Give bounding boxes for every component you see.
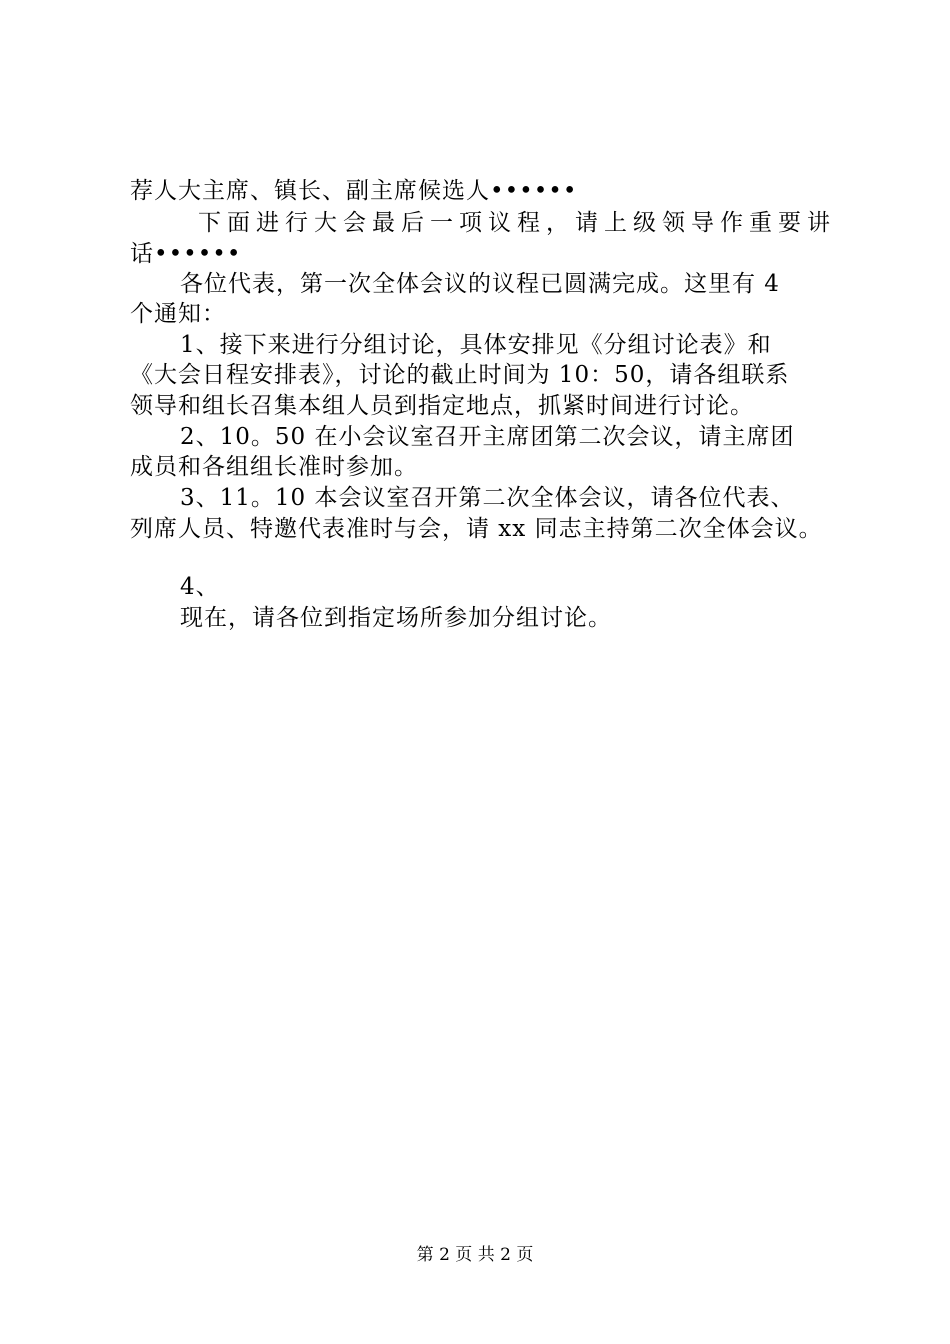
text-line-6: 1、接下来进行分组讨论，具体安排见《分组讨论表》和	[180, 332, 772, 358]
text-line-12: 列席人员、特邀代表准时与会，请 xx 同志主持第二次全体会议。	[130, 516, 823, 542]
text-line-13: 4、	[180, 574, 220, 600]
text-line-8: 领导和组长召集本组人员到指定地点，抓紧时间进行讨论。	[130, 393, 754, 419]
text-line-7: 《大会日程安排表》，讨论的截止时间为 10：50，请各组联系	[130, 362, 790, 388]
text-line-2: 下面进行大会最后一项议程，请上级领导作重要讲	[198, 210, 836, 236]
text-line-9: 2、10。50 在小会议室召开主席团第二次会议，请主席团	[180, 424, 795, 450]
text-line-5: 个通知：	[130, 301, 226, 327]
text-line-3: 话••••••	[130, 241, 242, 267]
text-line-10: 成员和各组组长准时参加。	[130, 454, 418, 480]
text-line-4: 各位代表，第一次全体会议的议程已圆满完成。这里有 4	[180, 271, 780, 297]
text-line-1: 荐人大主席、镇长、副主席候选人••••••	[130, 178, 578, 204]
page-footer: 第 2 页 共 2 页	[416, 1245, 534, 1265]
text-line-11: 3、11。10 本会议室召开第二次全体会议，请各位代表、	[180, 485, 795, 511]
text-line-14: 现在，请各位到指定场所参加分组讨论。	[180, 605, 612, 631]
